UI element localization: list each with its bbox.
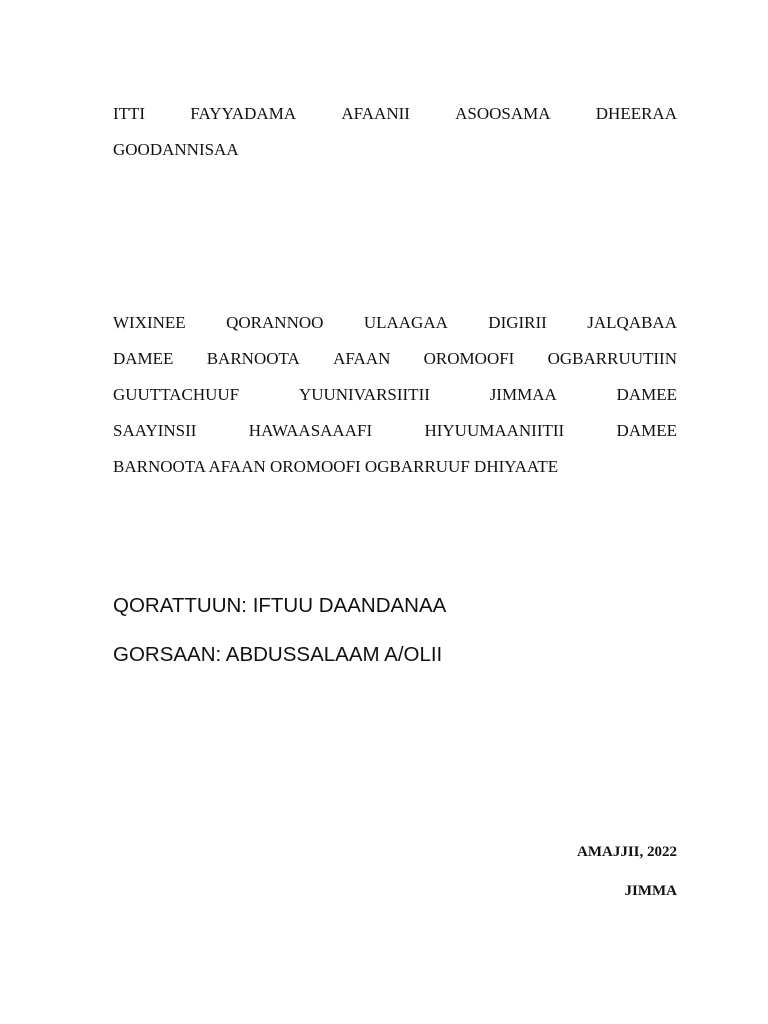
- advisor-line: GORSAAN: ABDUSSALAAM A/OLII: [113, 643, 443, 666]
- description-word: BARNOOTA: [206, 349, 300, 368]
- description-word: OGBARRUUTIIN: [547, 349, 677, 368]
- author-line: QORATTUUN: IFTUU DAANDANAA: [113, 594, 447, 617]
- title-word: DHEERAA: [595, 104, 677, 123]
- description-line-5: BARNOOTA AFAAN OROMOOFI OGBARRUUF DHIYAATE: [113, 457, 559, 476]
- thesis-description: [113, 305, 677, 485]
- description-word: HIYUUMAANIITII: [424, 421, 565, 440]
- description-word: DIGIRII: [488, 313, 547, 332]
- description-word: DAMEE: [616, 421, 677, 440]
- description-word: YUUNIVARSIITII: [298, 385, 430, 404]
- title-word: ASOOSAMA: [455, 104, 551, 123]
- submission-place: JIMMA: [624, 883, 677, 899]
- description-word: DAMEE: [113, 349, 174, 368]
- description-word: HAWAASAAAFI: [248, 421, 373, 440]
- description-line-2: [113, 341, 677, 377]
- title-word: ITTI: [113, 104, 146, 123]
- document-title: [113, 96, 677, 168]
- description-word: OROMOOFI: [423, 349, 515, 368]
- description-word: WIXINEE: [113, 313, 186, 332]
- title-word: AFAANII: [341, 104, 410, 123]
- description-word: ULAAGAA: [363, 313, 448, 332]
- description-word: SAAYINSII: [113, 421, 197, 440]
- description-line-1: [113, 305, 677, 341]
- description-word: QORANNOO: [226, 313, 324, 332]
- title-line-1: [113, 96, 677, 132]
- description-word: JALQABAA: [587, 313, 677, 332]
- description-word: GUUTTACHUUF: [113, 385, 240, 404]
- description-line-3: [113, 377, 677, 413]
- title-line-2: GOODANNISAA: [113, 140, 239, 159]
- description-word: DAMEE: [616, 385, 677, 404]
- description-word: JIMMAA: [489, 385, 557, 404]
- description-word: AFAAN: [333, 349, 391, 368]
- description-line-4: [113, 413, 677, 449]
- submission-date: AMAJJII, 2022: [577, 844, 677, 860]
- title-word: FAYYADAMA: [190, 104, 297, 123]
